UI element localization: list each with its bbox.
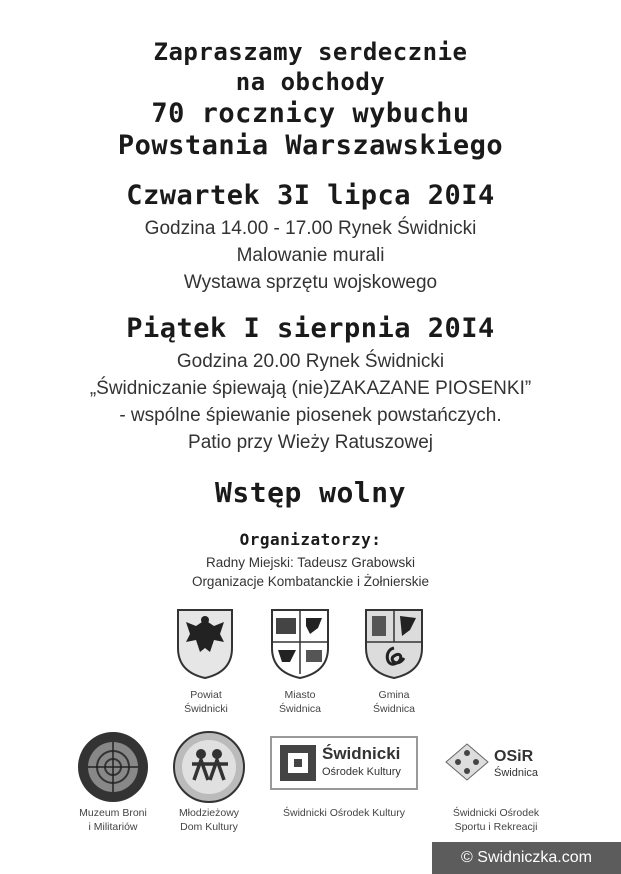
gmina-caption [354, 688, 434, 716]
gmina-caption-line-2: Świdnica [372, 703, 416, 715]
sok-brand-1: Świdnicki [322, 744, 401, 763]
day2-heading: Piątek I sierpnia 20I4 [126, 313, 495, 344]
day2-line-4: Patio przy Wieży Ratuszowej [188, 432, 433, 453]
museum-logo [76, 730, 150, 804]
day2-line-1: Godzina 20.00 Rynek Świdnicki [176, 351, 445, 372]
city-coat-of-arms-icon [270, 608, 330, 680]
museum-caption [68, 806, 158, 834]
day1-line-1: Godzina 14.00 - 17.00 Rynek Świdnicki [144, 218, 477, 239]
mdk-caption [164, 806, 254, 834]
miasto-caption-line-2: Świdnica [278, 703, 322, 715]
invitation-line-2: na obchody [235, 68, 386, 96]
day2-line-2: „Świdniczanie śpiewają (nie)ZAKAZANE PIOSENKI” [89, 378, 532, 399]
gmina-caption-line-1: Gmina [378, 689, 410, 701]
osir-caption-line-2: Sportu i Rekreacji [454, 821, 538, 833]
invitation-line-1: Zapraszamy serdecznie [153, 38, 468, 66]
invitation-line-3: 70 rocznicy wybuchu [151, 98, 470, 129]
osir-logo [444, 736, 548, 790]
powiat-caption [166, 688, 246, 716]
sok-brand-2: Ośrodek Kultury [322, 766, 401, 778]
mdk-caption-line-2: Dom Kultury [180, 821, 238, 833]
miasto-caption-line-1: Miasto [284, 689, 316, 701]
powiat-caption-line-1: Powiat [190, 689, 222, 701]
sok-caption [270, 806, 418, 820]
sok-emblem-icon [278, 743, 318, 783]
organizers-line-2: Organizacje Kombatanckie i Żołnierskie [191, 574, 430, 589]
organizers-line-1: Radny Miejski: Tadeusz Grabowski [205, 555, 416, 570]
osir-diamond-icon [444, 742, 490, 782]
miasto-caption [260, 688, 340, 716]
osir-caption-line-1: Świdnicki Ośrodek [452, 807, 540, 819]
museum-caption-line-1: Muzeum Broni [79, 807, 147, 819]
day1-line-2: Malowanie murali [236, 245, 385, 266]
osir-caption [436, 806, 556, 834]
powiat-caption-line-2: Świdnicki [184, 703, 228, 715]
mdk-caption-line-1: Młodzieżowy [178, 807, 240, 819]
invitation-line-4: Powstania Warszawskiego [117, 130, 504, 161]
osir-brand-1: OSiR [494, 748, 534, 765]
day2-line-3: - wspólne śpiewanie piosenek powstańczych. [119, 405, 502, 426]
sok-caption-line-1: Świdnicki Ośrodek Kultury [283, 807, 405, 819]
watermark: © Swidniczka.com [432, 842, 621, 874]
day1-heading: Czwartek 3I lipca 20I4 [126, 180, 495, 211]
entry-free-heading: Wstęp wolny [215, 476, 406, 509]
day1-line-3: Wystawa sprzętu wojskowego [183, 272, 438, 293]
youth-culture-house-logo [172, 730, 246, 804]
commune-coat-of-arms-icon [364, 608, 424, 680]
eagle-coat-of-arms-icon [176, 608, 234, 680]
osir-brand-2: Świdnica [494, 767, 539, 779]
museum-caption-line-2: i Militariów [88, 821, 138, 833]
organizers-heading: Organizatorzy: [239, 530, 382, 549]
sok-logo [270, 736, 418, 790]
